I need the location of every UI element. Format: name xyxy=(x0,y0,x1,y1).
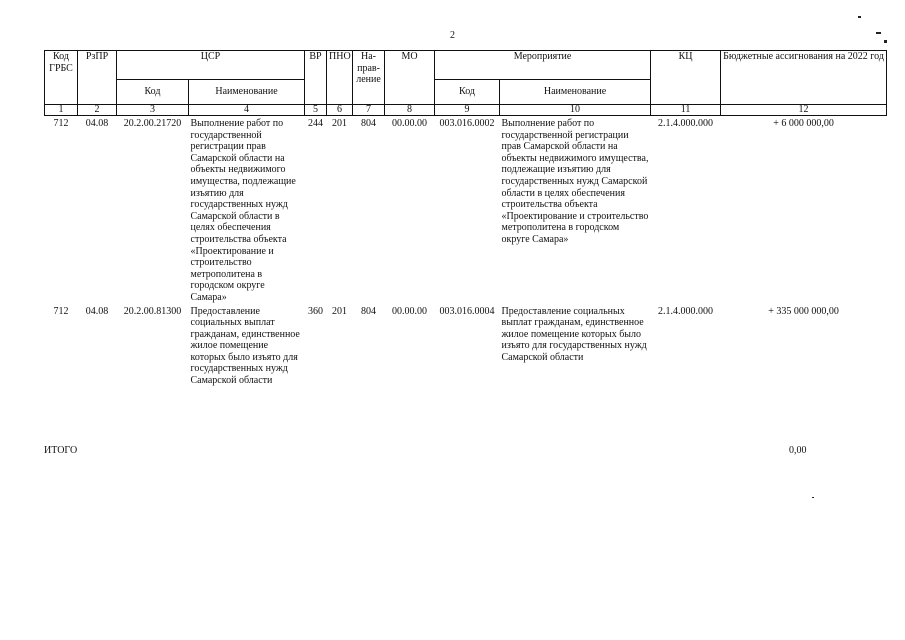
header-csr: ЦСР xyxy=(117,51,305,80)
header-row-top xyxy=(45,51,887,80)
column-numbers-row xyxy=(45,105,887,116)
cell-mer-name: Выполнение работ по государственной регистрации прав Самарской области на объекты недвижимого имущества, подлежащие изъятию для государственных нужд Самарской области в целях обеспечения строительства объекта «Проектирование и строительство метрополитена в городском округе Самара» xyxy=(501,118,649,245)
scan-speck xyxy=(884,40,887,43)
cell-mer-code: 003.016.0004 xyxy=(439,305,495,317)
table-row xyxy=(45,116,887,304)
header-kod-grbs: Код ГРБС xyxy=(45,51,78,105)
scan-speck xyxy=(812,497,814,498)
cell-mer-name: Предоставление социальных выплат гражданам, единственное жилое помещение которых было изъято для государственных нужд Самарской области xyxy=(501,305,647,363)
header-napravlenie: На-прав-ление xyxy=(353,51,385,105)
cell-rzpr: 04.08 xyxy=(85,118,109,129)
scan-speck xyxy=(858,16,861,18)
column-number: 9 xyxy=(435,105,500,116)
cell-vr: 244 xyxy=(308,118,324,129)
header-kc: КЦ xyxy=(651,51,721,105)
cell-pno: 201 xyxy=(332,118,348,129)
header-csr-name: Наименование xyxy=(189,80,305,105)
column-number: 10 xyxy=(500,105,651,116)
header-mer-name: Наименование xyxy=(500,80,651,105)
column-number: 3 xyxy=(117,105,189,116)
cell-kc: 2.1.4.000.000 xyxy=(658,305,714,317)
header-mer-code: Код xyxy=(435,80,500,105)
cell-amount: + 6 000 000,00 xyxy=(773,118,834,129)
header-budget: Бюджетные ассигнования на 2022 год xyxy=(721,51,887,105)
column-number: 1 xyxy=(45,105,78,116)
header-meropriyatie: Мероприятие xyxy=(435,51,651,80)
cell-vr: 360 xyxy=(308,305,324,317)
cell-napravlenie: 804 xyxy=(361,118,377,129)
cell-pno: 201 xyxy=(332,305,348,317)
cell-grbs: 712 xyxy=(53,118,69,129)
header-csr-code: Код xyxy=(117,80,189,105)
cell-mer-code: 003.016.0002 xyxy=(439,118,495,129)
total-label: ИТОГО xyxy=(44,445,78,456)
cell-rzpr: 04.08 xyxy=(85,305,109,317)
column-number: 12 xyxy=(721,105,887,116)
cell-csr-code: 20.2.00.21720 xyxy=(123,118,182,129)
cell-mo: 00.00.00 xyxy=(392,118,428,129)
column-number: 2 xyxy=(78,105,117,116)
column-number: 7 xyxy=(353,105,385,116)
cell-kc: 2.1.4.000.000 xyxy=(658,118,714,129)
column-number: 8 xyxy=(385,105,435,116)
header-rzpr: РзПР xyxy=(78,51,117,105)
column-number: 5 xyxy=(305,105,327,116)
cell-grbs: 712 xyxy=(53,305,69,317)
cell-csr-name: Предоставление социальных выплат гражданам, единственное жилое помещение которых было изъято для государственных нужд Самарской области xyxy=(190,305,300,387)
budget-table xyxy=(44,50,887,387)
column-number: 4 xyxy=(189,105,305,116)
cell-amount: + 335 000 000,00 xyxy=(768,305,839,317)
header-mo: МО xyxy=(385,51,435,105)
total-value: 0,00 xyxy=(789,445,807,456)
cell-napravlenie: 804 xyxy=(361,305,377,317)
scan-speck xyxy=(876,32,881,34)
page-number: 2 xyxy=(450,30,455,41)
cell-mo: 00.00.00 xyxy=(392,305,428,317)
cell-csr-code: 20.2.00.81300 xyxy=(123,305,182,317)
header-pno: ПНО xyxy=(327,51,353,105)
header-vr: ВР xyxy=(305,51,327,105)
column-number: 11 xyxy=(651,105,721,116)
table-row xyxy=(45,304,887,387)
cell-csr-name: Выполнение работ по государственной регистрации прав Самарской области на объекты недвижимого имущества, подлежащие изъятию для государственных нужд Самарской области в целях обеспечения строительства объекта «Проектирование и строительство метрополитена в городском округе Самара» xyxy=(190,118,296,303)
column-number: 6 xyxy=(327,105,353,116)
